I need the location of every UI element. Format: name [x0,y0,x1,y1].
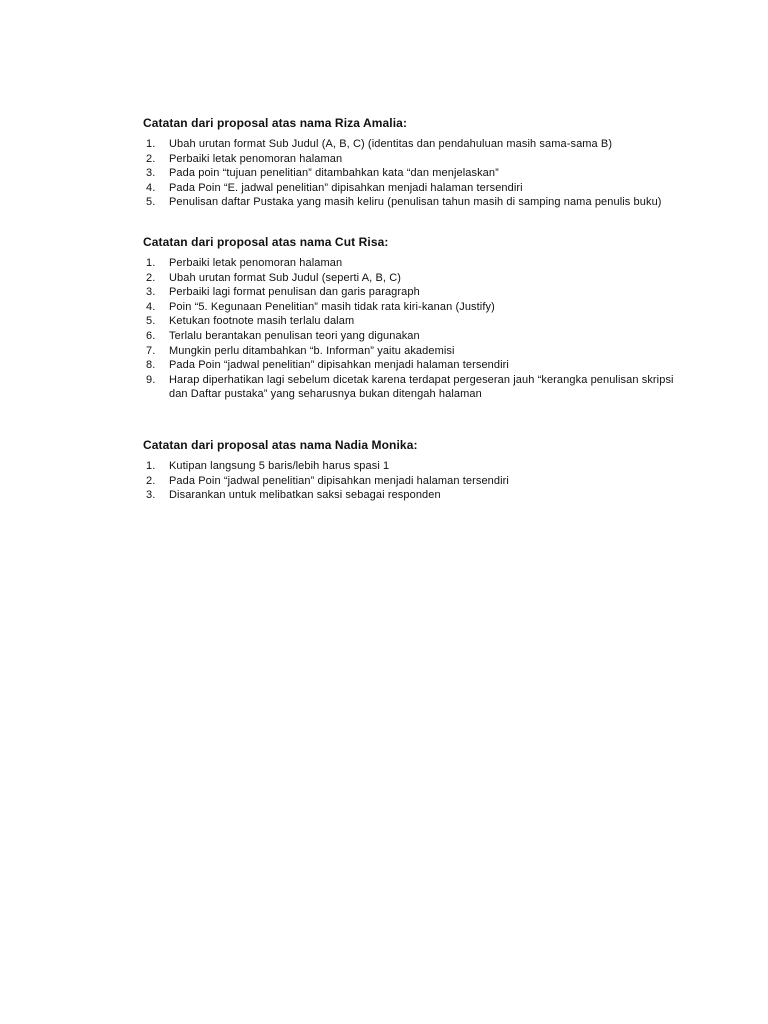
item-number: 3. [146,167,156,180]
list-item [143,488,683,503]
list-item [143,373,683,402]
item-number: 1. [146,460,156,472]
item-number: 7. [146,344,156,357]
item-text: Terlalu berantakan penulisan teori yang digunakan [169,329,420,342]
list-item [143,152,683,167]
item-text: Mungkin perlu ditambahkan “b. Informan” yaitu akademisi [169,344,455,357]
list-item [143,195,683,210]
item-number: 2. [146,474,156,487]
list-item [143,256,683,271]
item-number: 4. [146,300,156,313]
item-text: Pada Poin “E. jadwal penelitian” dipisahkan menjadi halaman tersendiri [169,181,523,194]
list-item [143,300,683,315]
item-number: 3. [146,286,156,299]
item-text: Disarankan untuk melibatkan saksi sebagai responden [169,489,441,502]
item-number: 2. [146,152,156,165]
item-number: 5. [146,315,156,328]
item-number: 9. [146,373,156,386]
list-item [143,329,683,344]
list-item [143,474,683,489]
item-text: Ketukan footnote masih terlalu dalam [169,315,355,328]
item-text: Perbaiki letak penomoran halaman [169,152,343,165]
notes-list [143,256,683,402]
list-item [143,166,683,181]
item-text: Pada Poin “jadwal penelitian” dipisahkan menjadi halaman tersendiri [169,359,509,372]
item-number: 3. [146,489,156,502]
item-number: 6. [146,329,156,342]
item-text: Perbaiki letak penomoran halaman [169,257,343,269]
item-number: 1. [146,257,156,269]
item-text: Poin “5. Kegunaan Penelitian” masih tidak rata kiri-kanan (Justify) [169,300,495,313]
item-text: Kutipan langsung 5 baris/lebih harus spasi 1 [169,460,390,472]
list-item [143,181,683,196]
item-text: Ubah urutan format Sub Judul (seperti A, B, C) [169,271,402,284]
item-number: 2. [146,271,156,284]
item-number: 5. [146,196,156,209]
section-heading: Catatan dari proposal atas nama Riza Amalia: [143,116,408,130]
notes-section-riza-amalia [143,116,683,210]
item-number: 1. [146,138,156,150]
list-item [143,358,683,373]
item-text: Harap diperhatikan lagi sebelum dicetak karena terdapat pergeseran jauh “kerangka penulisan skripsi dan Daftar pustaka” yang seharusnya bukan ditengah halaman [169,373,674,401]
list-item [143,271,683,286]
item-text: Penulisan daftar Pustaka yang masih keliru (penulisan tahun masih di samping nama penulis buku) [169,196,662,209]
item-text: Perbaiki lagi format penulisan dan garis paragraph [169,286,420,299]
list-item [143,285,683,300]
list-item [143,137,683,152]
notes-list [143,459,683,503]
list-item [143,459,683,474]
list-item [143,314,683,329]
item-text: Ubah urutan format Sub Judul (A, B, C) (identitas dan pendahuluan masih sama-sama B) [169,138,613,150]
section-heading: Catatan dari proposal atas nama Nadia Monika: [143,438,418,452]
notes-section-nadia-monika [143,438,683,503]
notes-list [143,137,683,210]
item-text: Pada poin “tujuan penelitian” ditambahkan kata “dan menjelaskan” [169,167,499,180]
item-text: Pada Poin “jadwal penelitian” dipisahkan menjadi halaman tersendiri [169,474,509,487]
notes-section-cut-risa [143,235,683,402]
list-item [143,344,683,359]
item-number: 8. [146,359,156,372]
item-number: 4. [146,181,156,194]
section-heading: Catatan dari proposal atas nama Cut Risa: [143,235,389,249]
